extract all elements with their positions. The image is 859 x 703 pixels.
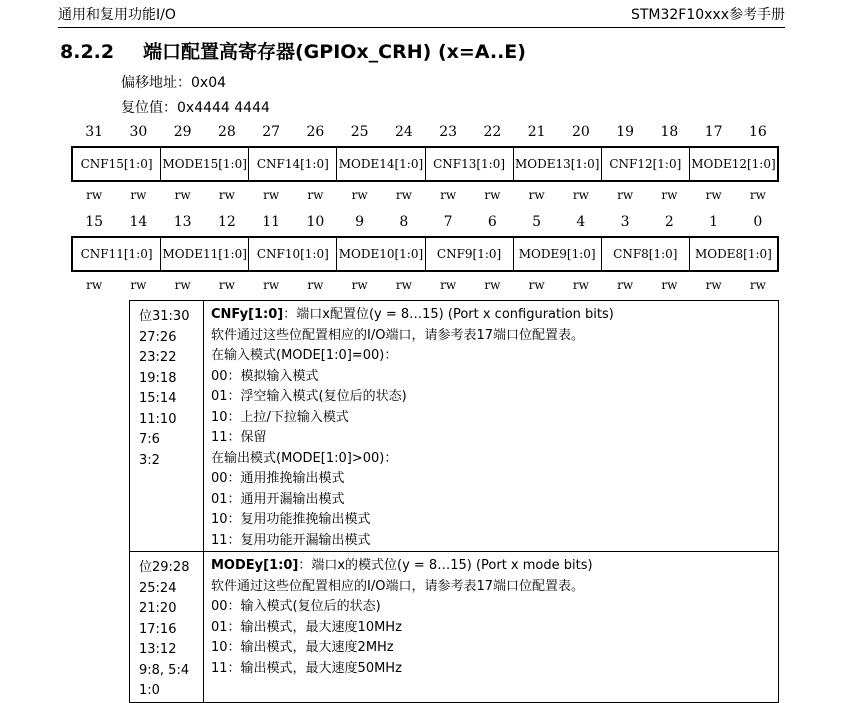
access-label: rw <box>705 188 722 202</box>
description-line: 00：输入模式(复位后的状态) <box>211 599 381 614</box>
bit-number-11: 11 <box>262 214 281 230</box>
access-label: rw <box>528 188 545 202</box>
description-row <box>130 552 778 703</box>
bit-number-14: 14 <box>129 214 148 230</box>
description-line: 11：复用功能开漏输出模式 <box>211 532 371 548</box>
access-label: rw <box>572 188 589 202</box>
bit-number-27: 27 <box>262 124 281 140</box>
bit-number-22: 22 <box>483 124 502 140</box>
bit-number-29: 29 <box>173 124 192 140</box>
field-cnf11: CNF11[1:0] <box>73 238 161 270</box>
bit-number-23: 23 <box>439 124 458 140</box>
description-line: 11：输出模式，最大速度50MHz <box>211 660 402 676</box>
description-line: 10：上拉/下拉输入模式 <box>211 409 349 425</box>
access-label: rw <box>218 188 235 202</box>
access-label: rw <box>307 278 324 292</box>
bit-number-26: 26 <box>306 124 325 140</box>
bit-number-8: 8 <box>399 214 409 230</box>
access-label: rw <box>440 188 457 202</box>
bit-number-24: 24 <box>394 124 413 140</box>
field-description-title <box>211 556 778 577</box>
bit-range: 21:20 <box>139 601 177 616</box>
bit-number-20: 20 <box>571 124 590 140</box>
access-label: rw <box>351 188 368 202</box>
field-cnf15: CNF15[1:0] <box>73 148 161 180</box>
field-mode8: MODE8[1:0] <box>695 247 772 261</box>
section-number: 8.2.2 <box>60 41 115 63</box>
field-mode12: MODE12[1:0] <box>691 157 776 171</box>
bit-number-15: 15 <box>85 214 104 230</box>
field-cnf8: CNF8[1:0] <box>602 238 690 270</box>
bit-number-0: 0 <box>753 214 763 230</box>
bit-number-1: 1 <box>709 214 719 230</box>
access-label: rw <box>440 278 457 292</box>
field-mode13: MODE13[1:0] <box>514 148 602 180</box>
access-label: rw <box>572 278 589 292</box>
access-label: rw <box>749 188 766 202</box>
field-mode11: MODE11[1:0] <box>161 238 249 270</box>
description-line: 11：保留 <box>211 430 267 445</box>
access-label: rw <box>307 188 324 202</box>
bit-number-2: 2 <box>664 214 674 230</box>
field-mode14: MODE14[1:0] <box>337 148 425 180</box>
field-cnf14: CNF14[1:0] <box>249 148 337 180</box>
access-label: rw <box>218 278 235 292</box>
access-label: rw <box>661 278 678 292</box>
bit-range: 7:6 <box>139 432 160 447</box>
bit-range-cell <box>130 301 204 551</box>
bit-number-5: 5 <box>532 214 542 230</box>
bit-range: 19:18 <box>139 370 177 386</box>
access-label: rw <box>351 278 368 292</box>
access-label: rw <box>130 278 147 292</box>
access-label: rw <box>174 188 191 202</box>
reset-value: 复位值：0x4444 4444 <box>121 100 270 116</box>
high-register-row <box>71 146 779 182</box>
bit-number-18: 18 <box>660 124 679 140</box>
description-text <box>204 552 778 702</box>
description-line: 01：输出模式，最大速度10MHz <box>211 619 402 635</box>
description-row <box>130 301 778 552</box>
access-label: rw <box>263 188 280 202</box>
bit-number-10: 10 <box>306 214 325 230</box>
bit-number-16: 16 <box>748 124 767 140</box>
description-line: 10：复用功能推挽输出模式 <box>211 512 371 527</box>
access-label: rw <box>174 278 191 292</box>
bit-description-table <box>129 300 779 703</box>
field-summary: ：端口x的模式位(y = 8…15) (Port x mode bits) <box>298 558 593 573</box>
access-label: rw <box>749 278 766 292</box>
access-label: rw <box>484 278 501 292</box>
bit-number-12: 12 <box>217 214 236 230</box>
access-label: rw <box>86 188 103 202</box>
page-header-left: 通用和复用功能I/O <box>58 7 176 23</box>
access-label: rw <box>617 188 634 202</box>
field-mode10: MODE10[1:0] <box>337 238 425 270</box>
low-access-row <box>72 278 780 294</box>
description-line: 10：输出模式，最大速度2MHz <box>211 640 394 655</box>
high-bit-numbers <box>72 124 780 144</box>
bit-range: 25:24 <box>139 580 177 596</box>
access-label: rw <box>617 278 634 292</box>
offset-address: 偏移地址：0x04 <box>121 75 227 91</box>
field-cnf13: CNF13[1:0] <box>426 148 514 180</box>
bit-number-31: 31 <box>85 124 104 140</box>
field-summary: ：端口x配置位(y = 8…15) (Port x configuration bits) <box>283 307 614 322</box>
access-label: rw <box>130 188 147 202</box>
access-label: rw <box>86 278 103 292</box>
bit-range: 17:16 <box>139 621 177 637</box>
header-divider <box>58 27 785 28</box>
high-access-row <box>72 188 780 204</box>
bit-number-7: 7 <box>443 214 453 230</box>
bit-range: 位29:28 <box>139 560 190 575</box>
bit-number-6: 6 <box>487 214 497 230</box>
section-title: 端口配置高寄存器(GPIOx_CRH) (x=A..E) <box>143 41 526 63</box>
field-name: CNFy[1:0] <box>211 307 284 322</box>
bit-number-4: 4 <box>576 214 586 230</box>
access-label: rw <box>395 278 412 292</box>
field-cnf10: CNF10[1:0] <box>249 238 337 270</box>
bit-range: 11:10 <box>139 411 177 427</box>
description-line: 01：浮空输入模式(复位后的状态) <box>211 389 407 404</box>
description-line: 01：通用开漏输出模式 <box>211 491 345 507</box>
bit-number-3: 3 <box>620 214 630 230</box>
bit-number-30: 30 <box>129 124 148 140</box>
bit-number-21: 21 <box>527 124 546 140</box>
description-line: 软件通过这些位配置相应的I/O端口，请参考表17端口位配置表。 <box>211 578 584 594</box>
section-heading <box>60 37 526 64</box>
field-mode15: MODE15[1:0] <box>161 148 249 180</box>
bit-number-13: 13 <box>173 214 192 230</box>
bit-range: 27:26 <box>139 329 177 345</box>
access-label: rw <box>705 278 722 292</box>
bit-range: 13:12 <box>139 642 177 657</box>
description-text <box>204 301 778 551</box>
bit-range-cell <box>130 552 204 702</box>
low-bit-numbers <box>72 214 780 234</box>
page-header-right: STM32F10xxx参考手册 <box>630 7 785 23</box>
bit-number-17: 17 <box>704 124 723 140</box>
description-line: 00：通用推挽输出模式 <box>211 471 345 486</box>
access-label: rw <box>661 188 678 202</box>
access-label: rw <box>484 188 501 202</box>
field-cnf9: CNF9[1:0] <box>426 238 514 270</box>
description-line: 00：模拟输入模式 <box>211 368 319 384</box>
field-description-title <box>211 305 778 326</box>
field-mode9: MODE9[1:0] <box>514 238 602 270</box>
access-label: rw <box>528 278 545 292</box>
bit-range: 23:22 <box>139 350 177 365</box>
bit-range: 9:8, 5:4 <box>139 662 190 678</box>
bit-range: 15:14 <box>139 391 177 406</box>
bit-number-28: 28 <box>217 124 236 140</box>
low-register-row <box>71 236 779 272</box>
bit-range: 位31:30 <box>139 309 190 324</box>
access-label: rw <box>263 278 280 292</box>
field-cnf12: CNF12[1:0] <box>602 148 690 180</box>
access-label: rw <box>395 188 412 202</box>
bit-number-9: 9 <box>355 214 365 230</box>
bit-number-19: 19 <box>616 124 635 140</box>
bit-number-25: 25 <box>350 124 369 140</box>
description-line: 在输出模式(MODE[1:0]>00)： <box>211 450 398 466</box>
field-name: MODEy[1:0] <box>211 558 299 573</box>
description-line: 软件通过这些位配置相应的I/O端口，请参考表17端口位配置表。 <box>211 327 584 343</box>
description-line: 在输入模式(MODE[1:0]=00)： <box>211 348 398 363</box>
bit-range: 3:2 <box>139 452 160 468</box>
bit-range: 1:0 <box>139 683 160 698</box>
